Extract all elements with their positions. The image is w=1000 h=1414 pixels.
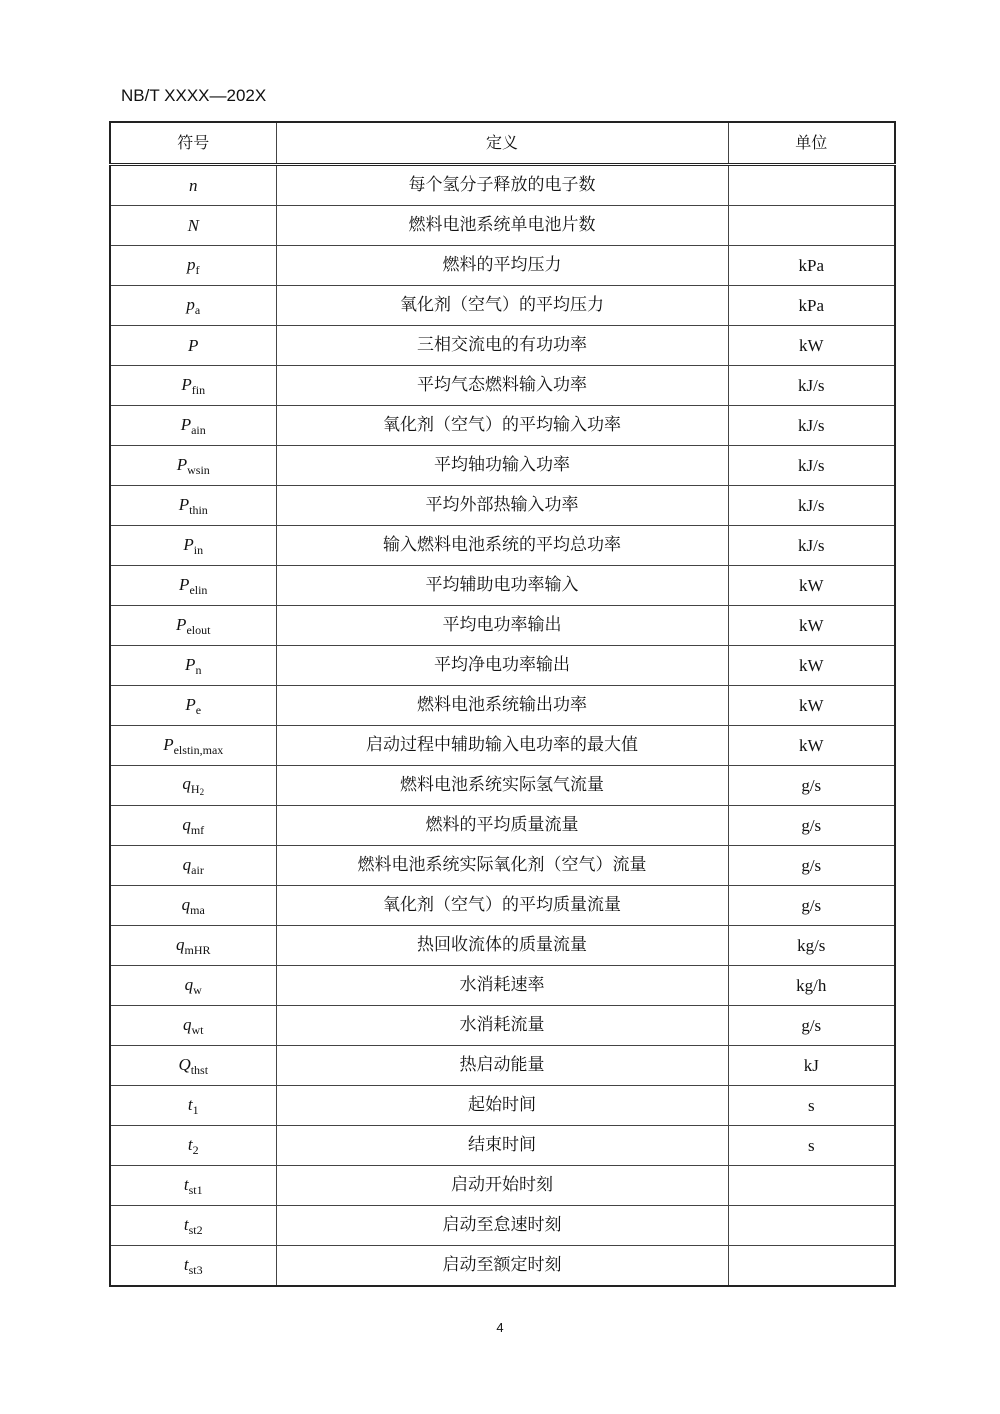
definition-cell: 起始时间 bbox=[276, 1086, 728, 1126]
table-row bbox=[110, 726, 895, 766]
symbol-cell bbox=[110, 1126, 276, 1166]
symbol-subscript-text: H bbox=[190, 781, 200, 796]
symbol-base: t bbox=[183, 1254, 189, 1274]
symbol-subscript bbox=[192, 1023, 204, 1037]
symbol-subscript bbox=[193, 983, 202, 997]
symbol-subscript-text: elin bbox=[189, 582, 208, 597]
definition-cell: 结束时间 bbox=[276, 1126, 728, 1166]
table-row bbox=[110, 446, 895, 486]
symbol-base: P bbox=[188, 336, 199, 355]
symbol-subscript-text: 2 bbox=[192, 1142, 199, 1157]
symbol-subscript-text: a bbox=[194, 302, 201, 317]
unit-cell: kJ/s bbox=[728, 406, 895, 446]
symbol-subscript-text: w bbox=[193, 982, 202, 997]
symbol-cell bbox=[110, 326, 276, 366]
unit-cell: kJ bbox=[728, 1046, 895, 1086]
definition-cell: 启动过程中辅助输入电功率的最大值 bbox=[276, 726, 728, 766]
unit-cell: g/s bbox=[728, 1006, 895, 1046]
symbol-base: t bbox=[187, 1094, 193, 1114]
definition-cell: 平均辅助电功率输入 bbox=[276, 566, 728, 606]
table-row bbox=[110, 486, 895, 526]
table-row bbox=[110, 846, 895, 886]
unit-cell: kPa bbox=[728, 246, 895, 286]
unit-cell: kW bbox=[728, 686, 895, 726]
symbol-subscript bbox=[174, 743, 224, 757]
table-row bbox=[110, 1206, 895, 1246]
table-row bbox=[110, 1126, 895, 1166]
table-row bbox=[110, 886, 895, 926]
table-row bbox=[110, 286, 895, 326]
symbol-cell bbox=[110, 726, 276, 766]
table-row bbox=[110, 246, 895, 286]
symbol-subscript-text: thin bbox=[189, 502, 208, 517]
symbol-subscript-text: mf bbox=[190, 822, 205, 837]
symbol-subscript bbox=[191, 423, 206, 437]
symbol-base: q bbox=[181, 894, 191, 914]
symbol-subscript-text: st1 bbox=[188, 1182, 203, 1197]
definition-cell: 每个氢分子释放的电子数 bbox=[276, 165, 728, 206]
symbol-subscript bbox=[190, 903, 205, 917]
unit-cell: kW bbox=[728, 646, 895, 686]
symbol-cell bbox=[110, 886, 276, 926]
column-header-symbol: 符号 bbox=[110, 122, 276, 165]
unit-cell: kW bbox=[728, 726, 895, 766]
symbols-table bbox=[109, 121, 896, 1287]
symbol-subscript-text: mHR bbox=[184, 942, 211, 957]
unit-cell: kJ/s bbox=[728, 446, 895, 486]
symbol-base: P bbox=[178, 494, 190, 514]
definition-cell: 燃料电池系统输出功率 bbox=[276, 686, 728, 726]
symbol-subscript-text: st3 bbox=[188, 1262, 203, 1277]
symbol-subscript bbox=[186, 623, 210, 637]
symbol-base: q bbox=[182, 814, 191, 834]
definition-cell: 燃料的平均质量流量 bbox=[276, 806, 728, 846]
symbol-base: q bbox=[182, 854, 192, 874]
symbol-base: t bbox=[183, 1174, 189, 1194]
symbol-subscript bbox=[191, 782, 204, 796]
definition-cell: 启动至额定时刻 bbox=[276, 1246, 728, 1287]
table-row bbox=[110, 646, 895, 686]
definition-cell: 氧化剂（空气）的平均压力 bbox=[276, 286, 728, 326]
table-row bbox=[110, 966, 895, 1006]
symbol-base: p bbox=[187, 254, 196, 274]
unit-cell: kJ/s bbox=[728, 526, 895, 566]
definition-cell: 水消耗流量 bbox=[276, 1006, 728, 1046]
symbol-base: P bbox=[179, 574, 190, 594]
symbol-base: q bbox=[184, 974, 194, 994]
definition-cell: 热回收流体的质量流量 bbox=[276, 926, 728, 966]
table-row bbox=[110, 1086, 895, 1126]
symbol-subscript bbox=[191, 1063, 208, 1077]
symbol-subscript-text: in bbox=[193, 542, 204, 557]
definition-cell: 氧化剂（空气）的平均质量流量 bbox=[276, 886, 728, 926]
unit-cell: s bbox=[728, 1126, 895, 1166]
symbol-subscript bbox=[195, 663, 201, 677]
symbol-subscript-text: air bbox=[191, 862, 204, 877]
definition-cell: 水消耗速率 bbox=[276, 966, 728, 1006]
symbol-subscript bbox=[193, 1143, 199, 1157]
table-row bbox=[110, 206, 895, 246]
unit-cell: kg/h bbox=[728, 966, 895, 1006]
symbol-base: q bbox=[175, 934, 185, 954]
unit-cell: g/s bbox=[728, 766, 895, 806]
symbol-subscript-text: ma bbox=[190, 902, 205, 917]
table-row bbox=[110, 1046, 895, 1086]
symbol-sub-subscript: 2 bbox=[199, 786, 205, 797]
definition-cell: 燃料电池系统单电池片数 bbox=[276, 206, 728, 246]
unit-cell bbox=[728, 165, 895, 206]
table-row bbox=[110, 1246, 895, 1287]
table-row bbox=[110, 1166, 895, 1206]
symbol-cell bbox=[110, 646, 276, 686]
symbol-base: P bbox=[181, 374, 192, 394]
symbol-base: q bbox=[182, 773, 191, 793]
symbol-subscript bbox=[194, 543, 203, 557]
column-header-unit: 单位 bbox=[728, 122, 895, 165]
unit-cell bbox=[728, 206, 895, 246]
symbol-base: N bbox=[187, 216, 199, 235]
symbol-subscript bbox=[189, 1183, 203, 1197]
definition-cell: 启动至怠速时刻 bbox=[276, 1206, 728, 1246]
unit-cell bbox=[728, 1166, 895, 1206]
table-row bbox=[110, 165, 895, 206]
symbol-subscript-text: f bbox=[195, 262, 200, 277]
symbol-cell bbox=[110, 1246, 276, 1287]
symbol-base: P bbox=[176, 454, 188, 474]
symbol-base: q bbox=[183, 1014, 192, 1034]
symbol-subscript bbox=[189, 1223, 203, 1237]
unit-cell: kW bbox=[728, 326, 895, 366]
unit-cell: kJ/s bbox=[728, 486, 895, 526]
symbol-cell bbox=[110, 526, 276, 566]
symbol-cell bbox=[110, 1206, 276, 1246]
unit-cell: kJ/s bbox=[728, 366, 895, 406]
symbol-cell bbox=[110, 806, 276, 846]
symbol-base: Q bbox=[178, 1054, 191, 1074]
symbol-base: t bbox=[187, 1134, 193, 1154]
unit-cell: g/s bbox=[728, 806, 895, 846]
unit-cell bbox=[728, 1206, 895, 1246]
symbol-subscript bbox=[193, 1103, 199, 1117]
definition-cell: 平均净电功率输出 bbox=[276, 646, 728, 686]
symbol-cell bbox=[110, 1046, 276, 1086]
symbol-cell bbox=[110, 486, 276, 526]
symbol-subscript-text: 1 bbox=[192, 1102, 199, 1117]
table-row bbox=[110, 566, 895, 606]
table-row bbox=[110, 606, 895, 646]
symbol-subscript-text: st2 bbox=[188, 1222, 203, 1237]
symbol-subscript bbox=[189, 1263, 203, 1277]
definition-cell: 燃料的平均压力 bbox=[276, 246, 728, 286]
table-row bbox=[110, 926, 895, 966]
table-row bbox=[110, 326, 895, 366]
page-number: 4 bbox=[496, 1320, 504, 1335]
symbol-subscript-text: ain bbox=[191, 422, 206, 437]
symbol-subscript bbox=[195, 303, 200, 317]
symbol-cell bbox=[110, 246, 276, 286]
symbol-subscript-text: fin bbox=[191, 382, 206, 397]
symbol-cell bbox=[110, 165, 276, 206]
definition-cell: 平均电功率输出 bbox=[276, 606, 728, 646]
symbol-subscript bbox=[191, 863, 204, 877]
column-header-definition: 定义 bbox=[276, 122, 728, 165]
table-row bbox=[110, 406, 895, 446]
symbol-subscript bbox=[189, 583, 207, 597]
symbol-subscript-text: wsin bbox=[187, 462, 210, 477]
symbol-cell bbox=[110, 846, 276, 886]
definition-cell: 燃料电池系统实际氧化剂（空气）流量 bbox=[276, 846, 728, 886]
symbol-base: P bbox=[183, 534, 194, 554]
symbol-subscript bbox=[184, 943, 210, 957]
symbol-subscript bbox=[196, 703, 201, 717]
symbol-cell bbox=[110, 606, 276, 646]
table-row bbox=[110, 1006, 895, 1046]
table-body bbox=[110, 165, 895, 1287]
table-header-row bbox=[110, 122, 895, 165]
symbol-cell bbox=[110, 1006, 276, 1046]
unit-cell bbox=[728, 1246, 895, 1287]
symbol-subscript-text: n bbox=[195, 662, 202, 677]
table-row bbox=[110, 766, 895, 806]
symbol-base: p bbox=[186, 294, 195, 314]
symbol-cell bbox=[110, 766, 276, 806]
symbol-cell bbox=[110, 686, 276, 726]
symbol-subscript bbox=[191, 823, 204, 837]
unit-cell: kW bbox=[728, 566, 895, 606]
symbol-subscript-text: wt bbox=[191, 1022, 204, 1037]
definition-cell: 启动开始时刻 bbox=[276, 1166, 728, 1206]
symbol-subscript bbox=[192, 383, 205, 397]
definition-cell: 氧化剂（空气）的平均输入功率 bbox=[276, 406, 728, 446]
symbol-subscript-text: elout bbox=[186, 622, 211, 637]
definition-cell: 三相交流电的有功功率 bbox=[276, 326, 728, 366]
symbol-cell bbox=[110, 366, 276, 406]
symbol-cell bbox=[110, 446, 276, 486]
symbol-base: P bbox=[180, 414, 192, 434]
symbol-cell bbox=[110, 966, 276, 1006]
definition-cell: 热启动能量 bbox=[276, 1046, 728, 1086]
symbol-base: P bbox=[185, 654, 196, 674]
definition-cell: 输入燃料电池系统的平均总功率 bbox=[276, 526, 728, 566]
symbol-cell bbox=[110, 206, 276, 246]
symbol-cell bbox=[110, 926, 276, 966]
definition-cell: 平均气态燃料输入功率 bbox=[276, 366, 728, 406]
symbol-subscript-text: thst bbox=[190, 1062, 209, 1077]
symbol-base: P bbox=[163, 734, 174, 754]
unit-cell: kPa bbox=[728, 286, 895, 326]
unit-cell: g/s bbox=[728, 846, 895, 886]
symbol-cell bbox=[110, 1166, 276, 1206]
symbol-base: P bbox=[176, 614, 187, 634]
symbol-subscript-text: e bbox=[195, 702, 202, 717]
table-row bbox=[110, 526, 895, 566]
symbol-subscript bbox=[196, 263, 200, 277]
symbol-cell bbox=[110, 1086, 276, 1126]
symbol-subscript-text: elstin,max bbox=[173, 742, 224, 757]
document-code: NB/T XXXX—202X bbox=[121, 86, 267, 105]
unit-cell: kg/s bbox=[728, 926, 895, 966]
symbol-base: n bbox=[189, 176, 198, 195]
symbol-base: t bbox=[183, 1214, 189, 1234]
symbol-cell bbox=[110, 406, 276, 446]
symbol-subscript bbox=[187, 463, 210, 477]
unit-cell: g/s bbox=[728, 886, 895, 926]
unit-cell: s bbox=[728, 1086, 895, 1126]
table-row bbox=[110, 366, 895, 406]
unit-cell: kW bbox=[728, 606, 895, 646]
symbol-subscript bbox=[189, 503, 208, 517]
symbol-cell bbox=[110, 566, 276, 606]
symbol-base: P bbox=[185, 694, 196, 714]
table-row bbox=[110, 806, 895, 846]
definition-cell: 平均轴功输入功率 bbox=[276, 446, 728, 486]
table-row bbox=[110, 686, 895, 726]
definition-cell: 燃料电池系统实际氢气流量 bbox=[276, 766, 728, 806]
definition-cell: 平均外部热输入功率 bbox=[276, 486, 728, 526]
symbol-cell bbox=[110, 286, 276, 326]
